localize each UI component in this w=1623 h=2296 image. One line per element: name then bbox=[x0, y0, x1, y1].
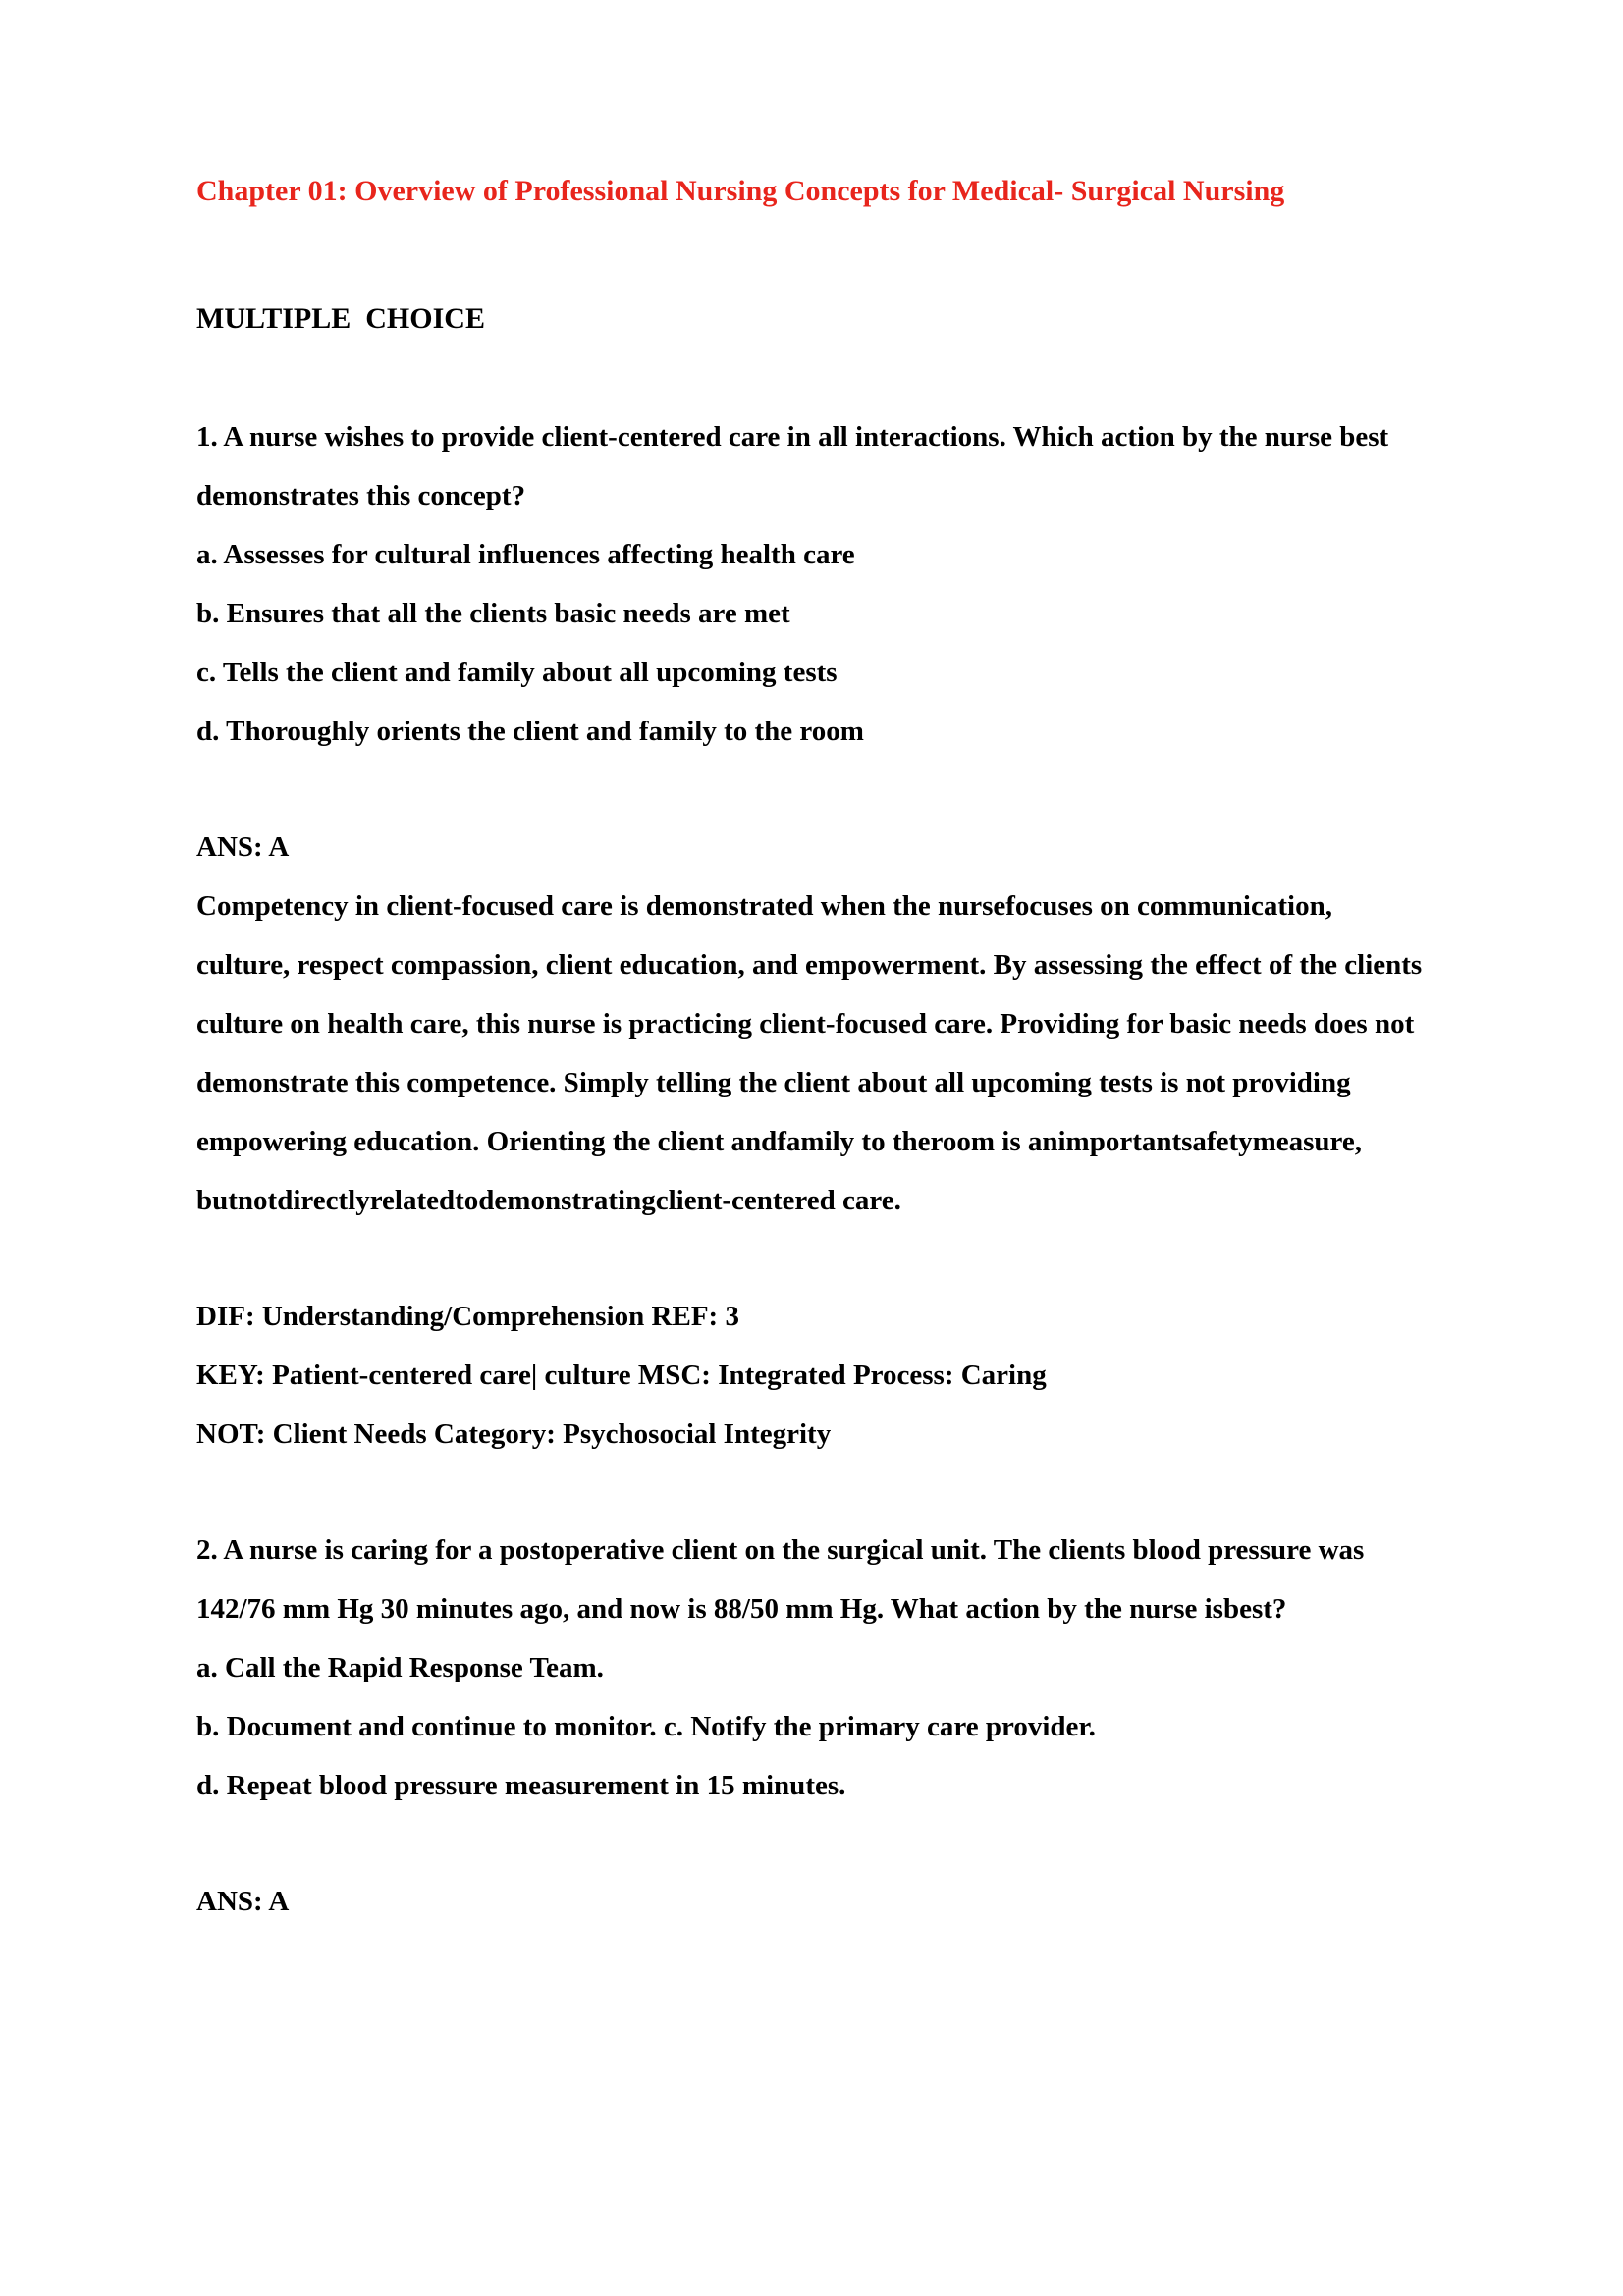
question-2-option-b: b. Document and continue to monitor. c. Notify the primary care provider. bbox=[196, 1711, 1096, 1742]
meta-block-1 bbox=[196, 1287, 1429, 1464]
dif-line-1: DIF: Understanding/Comprehension REF: 3 bbox=[196, 1301, 739, 1332]
question-1-option-c: c. Tells the client and family about all upcoming tests bbox=[196, 657, 838, 688]
question-block-2 bbox=[196, 1521, 1429, 1815]
question-1-option-d: d. Thoroughly orients the client and family to the room bbox=[196, 716, 864, 747]
question-2-option-d: d. Repeat blood pressure measurement in 15 minutes. bbox=[196, 1770, 846, 1801]
answer-line-2: ANS: A bbox=[196, 1886, 290, 1917]
section-heading: MULTIPLE CHOICE bbox=[196, 302, 485, 335]
rationale-text-1: Competency in client-focused care is demonstrated when the nursefocuses on communication, culture, respect compassion, client education, and empowerment. By assessing the effect of the clients culture on health care, this nurse is practicing client-focused care. Providing for basic needs does not demonstrate this competence. Simply telling the client about all upcoming tests is not providing empowering education. Orienting the client andfamily to theroom is animportantsafetymeasure, butnotdirectlyrelatedtodemonstratingclient-centered care. bbox=[196, 890, 1423, 1216]
answer-line-1: ANS: A bbox=[196, 831, 290, 863]
question-block-1 bbox=[196, 407, 1429, 761]
question-1-option-a: a. Assesses for cultural influences affecting health care bbox=[196, 539, 855, 570]
chapter-title: Chapter 01: Overview of Professional Nursing Concepts for Medical- Surgical Nursing bbox=[196, 175, 1285, 207]
key-line-1: KEY: Patient-centered care| culture MSC: Integrated Process: Caring bbox=[196, 1360, 1047, 1391]
answer-block-2 bbox=[196, 1872, 1429, 1931]
question-1-stem: 1. A nurse wishes to provide client-centered care in all interactions. Which action by the nurse best demonstrates this concept? bbox=[196, 421, 1389, 511]
answer-block-1 bbox=[196, 818, 1429, 1230]
question-2-option-a: a. Call the Rapid Response Team. bbox=[196, 1652, 604, 1683]
question-1-option-b: b. Ensures that all the clients basic needs are met bbox=[196, 598, 790, 629]
question-2-stem: 2. A nurse is caring for a postoperative client on the surgical unit. The clients blood pressure was 142/76 mm Hg 30 minutes ago, and now is 88/50 mm Hg. What action by the nurse isbest? bbox=[196, 1534, 1365, 1625]
not-line-1: NOT: Client Needs Category: Psychosocial Integrity bbox=[196, 1418, 832, 1450]
